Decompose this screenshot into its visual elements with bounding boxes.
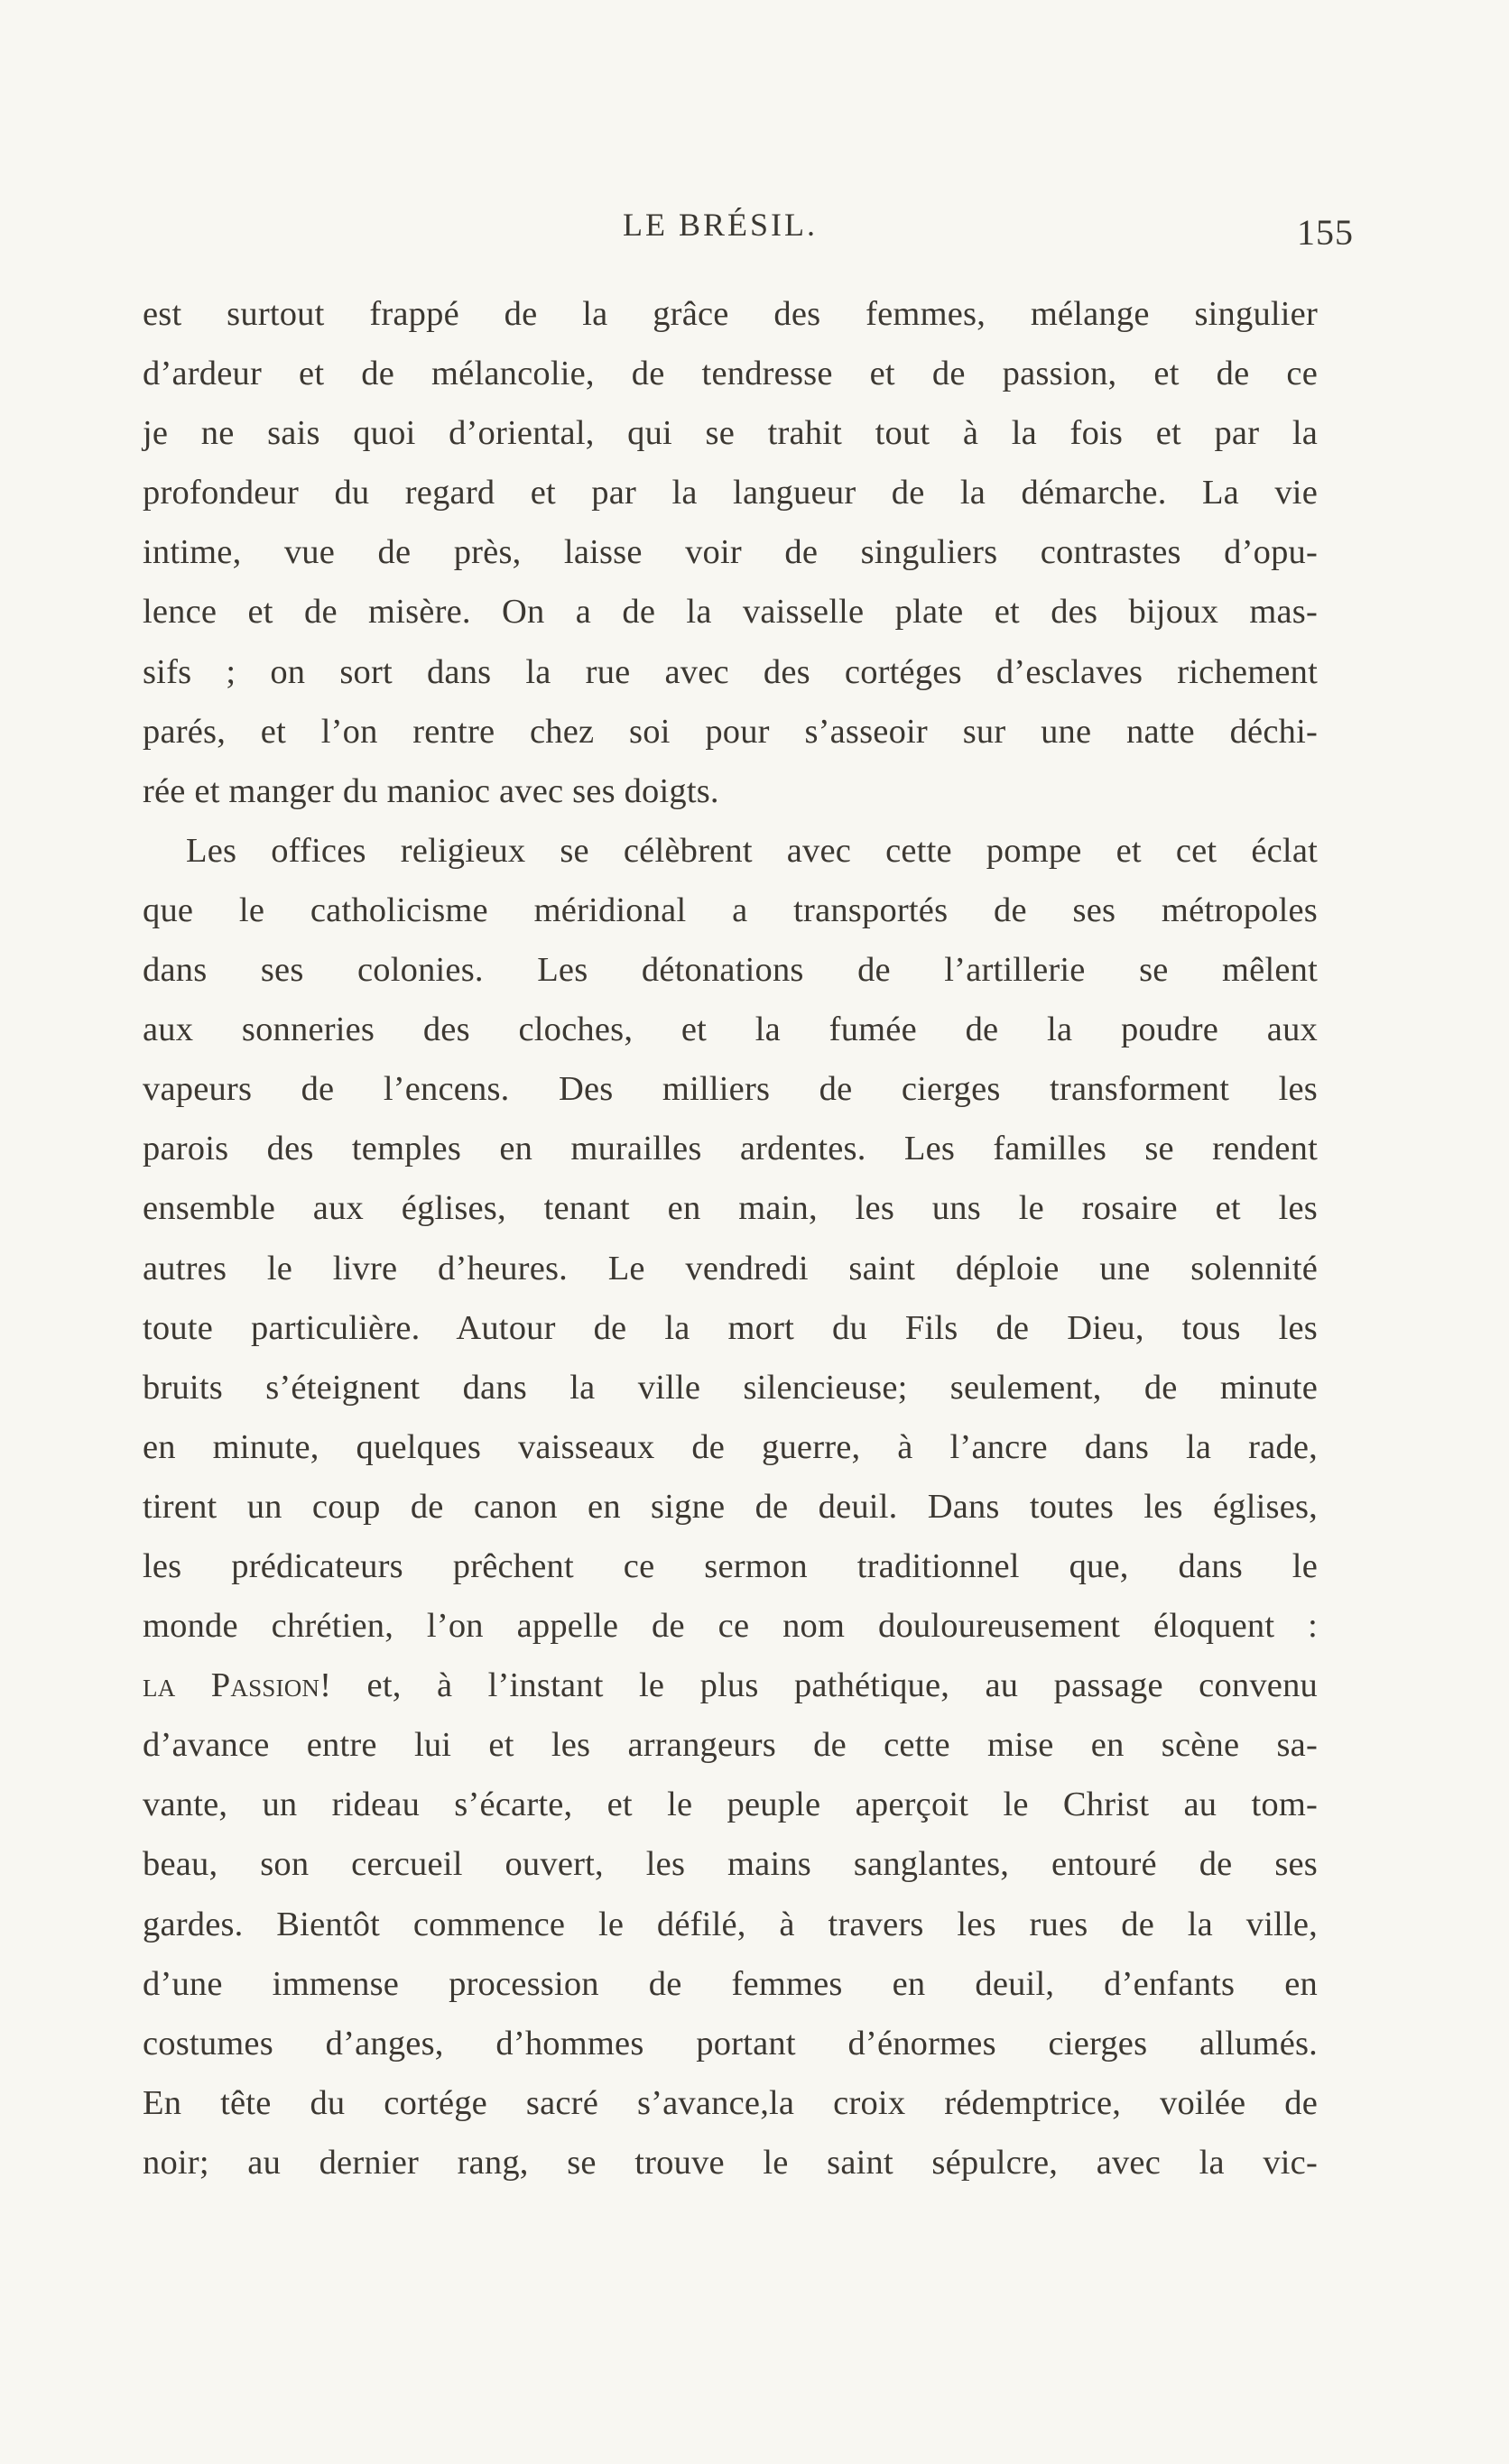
paragraph-start-line: Les offices religieux se célèbrent avec cette pompe et cet éclat [186,831,1318,870]
passion-smallcaps: la Passion [143,1666,320,1705]
text-line: en minute, quelques vaisseaux de guerre, à l’ancre dans la rade, [143,1427,1318,1466]
page-number: 155 [1297,212,1354,253]
text-line: est surtout frappé de la grâce des femmes, mélange singulier [143,295,1318,333]
text-line: dans ses colonies. Les détonations de l’artillerie se mêlent [143,951,1318,990]
text-line: profondeur du regard et par la langueur de la démarche. La vie [143,474,1318,512]
body-text [143,284,1318,2192]
text-line: En tête du cortége sacré s’avance,la croix rédemptrice, voilée de [143,2083,1318,2122]
text-line: d’une immense procession de femmes en deuil, d’enfants en [143,1964,1318,2003]
text-line: vapeurs de l’encens. Des milliers de cierges transforment les [143,1070,1318,1109]
text-line: autres le livre d’heures. Le vendredi saint déploie une solennité [143,1249,1318,1287]
text-line: monde chrétien, l’on appelle de ce nom douloureusement éloquent : [143,1607,1318,1646]
text-line: je ne sais quoi d’oriental, qui se trahit tout à la fois et par la [143,414,1318,453]
text-line: vante, un rideau s’écarte, et le peuple aperçoit le Christ au tom- [143,1786,1318,1824]
text-line: sifs ; on sort dans la rue avec des cortéges d’esclaves richement [143,652,1318,691]
text-line: bruits s’éteignent dans la ville silencieuse; seulement, de minute [143,1368,1318,1407]
text-line: intime, vue de près, laisse voir de singuliers contrastes d’opu- [143,533,1318,572]
text-line: beau, son cercueil ouvert, les mains sanglantes, entouré de ses [143,1845,1318,1884]
text-line: parois des temples en murailles ardentes. Les familles se rendent [143,1130,1318,1168]
text-line: les prédicateurs prêchent ce sermon traditionnel que, dans le [143,1546,1318,1585]
text-line: costumes d’anges, d’hommes portant d’énormes cierges allumés. [143,2024,1318,2063]
text-line: parés, et l’on rentre chez soi pour s’asseoir sur une natte déchi- [143,712,1318,751]
text-line: d’avance entre lui et les arrangeurs de cette mise en scène sa- [143,1726,1318,1765]
running-title: LE BRÉSIL. [623,207,818,243]
passion-line [143,1656,1318,1715]
text-line: que le catholicisme méridional a transportés de ses métropoles [143,891,1318,929]
text-line: ensemble aux églises, tenant en main, les uns le rosaire et les [143,1189,1318,1228]
paragraph-end-line: rée et manger du manioc avec ses doigts. [143,771,719,810]
text-line: toute particulière. Autour de la mort du Fils de Dieu, tous les [143,1308,1318,1347]
text-line: aux sonneries des cloches, et la fumée de la poudre aux [143,1011,1318,1049]
text-line: gardes. Bientôt commence le défilé, à travers les rues de la ville, [143,1905,1318,1943]
text-line: lence et de misère. On a de la vaisselle plate et des bijoux mas- [143,593,1318,632]
text-line: tirent un coup de canon en signe de deuil. Dans toutes les églises, [143,1487,1318,1526]
text-line: d’ardeur et de mélancolie, de tendresse et de passion, et de ce [143,355,1318,393]
text-line: noir; au dernier rang, se trouve le saint sépulcre, avec la vic- [143,2143,1318,2182]
passion-rest: ! et, à l’instant le plus pathétique, au passage convenu [319,1666,1318,1705]
page-header [0,206,1509,260]
